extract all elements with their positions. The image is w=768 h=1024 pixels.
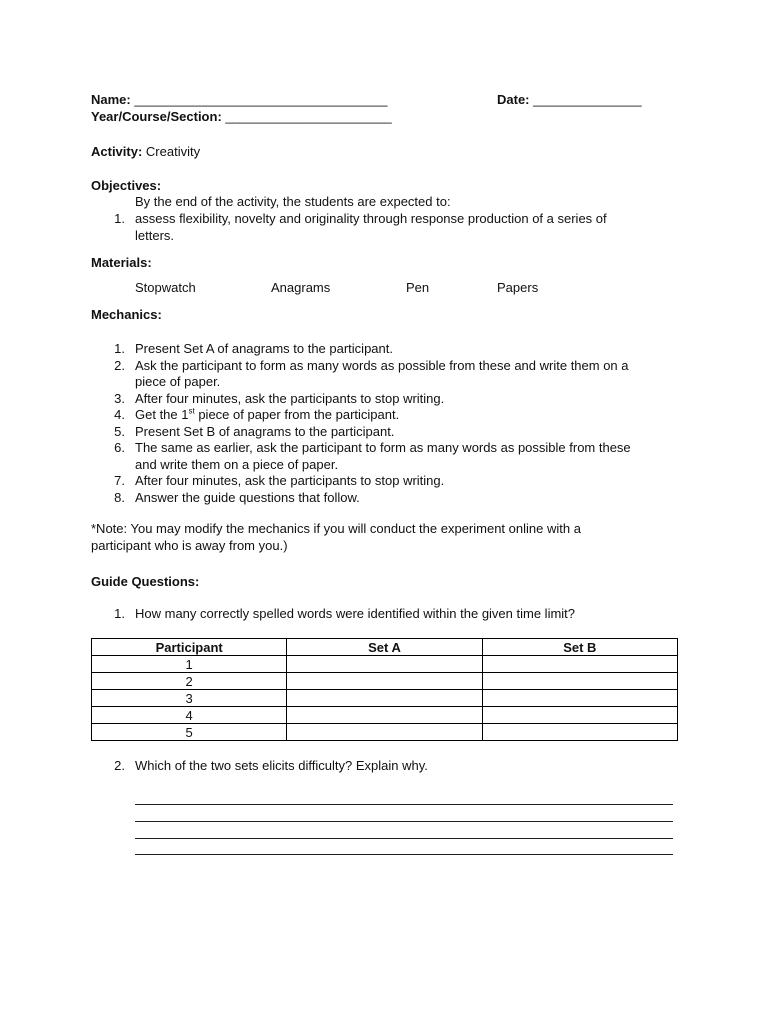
mechanics-heading: Mechanics:: [91, 307, 162, 322]
set-a-cell[interactable]: [287, 707, 482, 724]
material-item: Stopwatch: [135, 280, 196, 295]
ycs-row: [91, 109, 392, 124]
step-text: Present Set B of anagrams to the participant.: [135, 423, 395, 439]
name-row: [91, 92, 387, 107]
guide-questions-heading: Guide Questions:: [91, 574, 200, 589]
set-a-cell[interactable]: [287, 656, 482, 673]
step-number: 1.: [114, 341, 125, 356]
objective-number: 1.: [114, 211, 125, 226]
step-number: 7.: [114, 473, 125, 488]
activity-value: Creativity: [145, 144, 201, 159]
step-text: After four minutes, ask the participants to stop writing.: [135, 390, 445, 406]
step-number: 6.: [114, 440, 125, 455]
table-row: [92, 673, 678, 690]
set-a-cell[interactable]: [287, 673, 482, 690]
activity-label: Activity:: [91, 144, 143, 159]
question-number: 2.: [114, 758, 125, 773]
step-text-pre: Get the 1: [135, 407, 189, 422]
participant-cell: 5: [92, 724, 287, 741]
step-text: [135, 407, 399, 424]
answer-line[interactable]: [135, 854, 673, 855]
objectives-heading: Objectives:: [91, 178, 162, 193]
participant-cell: 4: [92, 707, 287, 724]
step-text: After four minutes, ask the participants to stop writing.: [135, 473, 445, 488]
set-b-cell[interactable]: [482, 724, 677, 741]
material-item: Pen: [406, 280, 430, 295]
note-text: *Note: You may modify the mechanics if you will conduct the experiment online with a: [91, 521, 581, 536]
step-number: 4.: [114, 407, 125, 422]
step-text: Answer the guide questions that follow.: [135, 489, 360, 505]
name-blank[interactable]: ___________________________________: [134, 92, 388, 107]
question-text: Which of the two sets elicits difficulty? Explain why.: [135, 758, 428, 773]
step-number: 3.: [114, 390, 125, 406]
table-row: [92, 656, 678, 673]
date-blank[interactable]: _______________: [533, 92, 642, 107]
set-a-cell[interactable]: [287, 690, 482, 707]
date-row: [497, 92, 642, 107]
column-header-set-a: Set A: [287, 639, 482, 656]
note-text-cont: participant who is away from you.): [91, 538, 288, 553]
set-b-cell[interactable]: [482, 707, 677, 724]
objective-text: assess flexibility, novelty and originality through response production of a series of: [135, 211, 607, 226]
objectives-intro: By the end of the activity, the students are expected to:: [135, 194, 451, 209]
name-label: Name:: [91, 92, 131, 107]
step-text-ordinal: st: [188, 406, 195, 416]
table-row: [92, 724, 678, 741]
table-row: [92, 690, 678, 707]
column-header-set-b: Set B: [482, 639, 677, 656]
step-text-post: piece of paper from the participant.: [194, 407, 400, 422]
answer-line[interactable]: [135, 838, 673, 839]
activity-row: [91, 144, 200, 159]
participant-cell: 3: [92, 690, 287, 707]
material-item: Anagrams: [271, 280, 331, 295]
step-text-cont: and write them on a piece of paper.: [135, 456, 339, 472]
participant-cell: 1: [92, 656, 287, 673]
set-b-cell[interactable]: [482, 690, 677, 707]
table-header-row: [92, 639, 678, 656]
step-number: 5.: [114, 423, 125, 439]
table-row: [92, 707, 678, 724]
answer-line[interactable]: [135, 804, 673, 805]
results-table: [91, 638, 678, 741]
material-item: Papers: [497, 280, 539, 295]
question-text: How many correctly spelled words were identified within the given time limit?: [135, 606, 576, 621]
column-header-participant: Participant: [92, 639, 287, 656]
date-label: Date:: [497, 92, 530, 107]
set-b-cell[interactable]: [482, 673, 677, 690]
ycs-blank[interactable]: _______________________: [225, 109, 392, 124]
ycs-label: Year/Course/Section:: [91, 109, 222, 124]
participant-cell: 2: [92, 673, 287, 690]
step-text: Ask the participant to form as many words as possible from these and write them on a: [135, 357, 629, 373]
question-number: 1.: [114, 606, 125, 621]
step-number: 8.: [114, 489, 125, 505]
step-text: Present Set A of anagrams to the participant.: [135, 341, 393, 356]
set-a-cell[interactable]: [287, 724, 482, 741]
step-number: 2.: [114, 357, 125, 373]
objective-text-cont: letters.: [135, 228, 175, 243]
materials-heading: Materials:: [91, 255, 152, 270]
step-text-cont: piece of paper.: [135, 374, 221, 389]
answer-line[interactable]: [135, 821, 673, 822]
set-b-cell[interactable]: [482, 656, 677, 673]
step-text: The same as earlier, ask the participant to form as many words as possible from these: [135, 440, 631, 455]
